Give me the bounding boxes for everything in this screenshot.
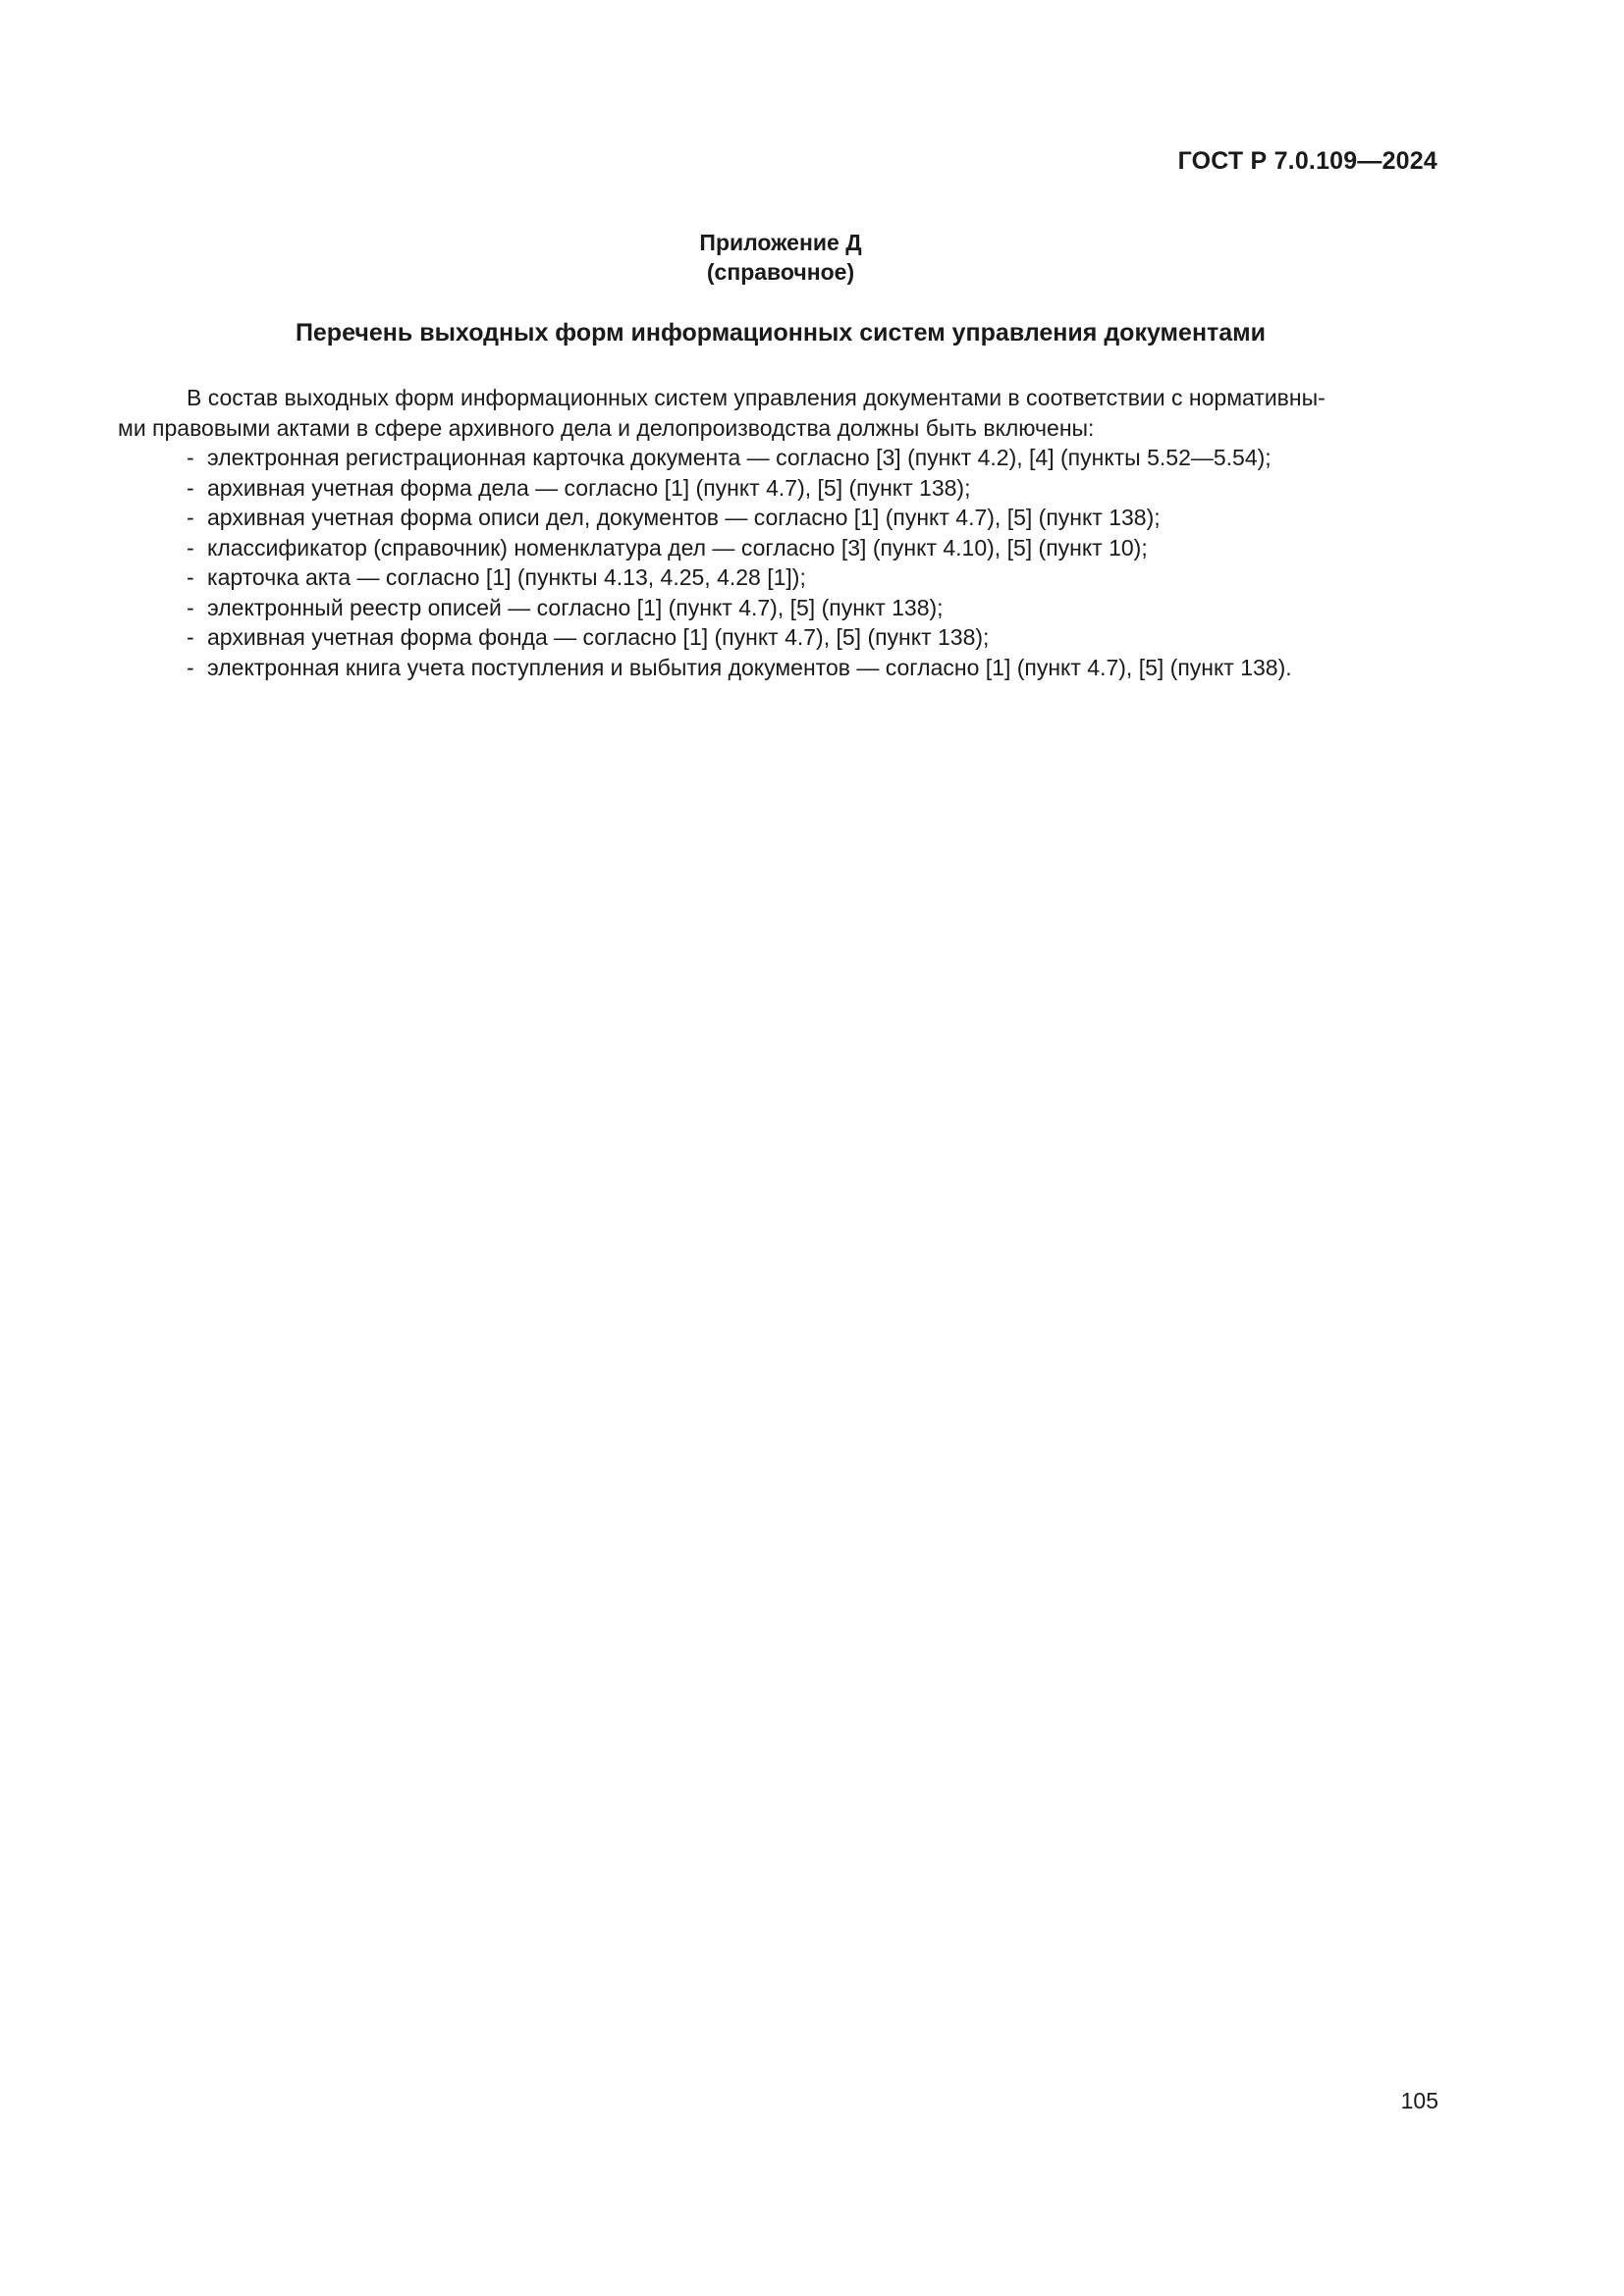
page-number: 105 bbox=[1400, 2088, 1438, 2113]
list-item bbox=[187, 622, 1453, 653]
appendix-type: (справочное) bbox=[706, 259, 855, 285]
list-item-text: архивная учетная форма описи дел, документов — согласно [1] (пункт 4.7), [5] (пункт 138); bbox=[207, 505, 1161, 530]
list-marker: - bbox=[187, 624, 194, 650]
list-item-text: классификатор (справочник) номенклатура дел — согласно [3] (пункт 4.10), [5] (пункт 10); bbox=[207, 534, 1148, 561]
list-marker: - bbox=[187, 445, 194, 470]
output-forms-list bbox=[118, 443, 1453, 682]
section-title: Перечень выходных форм информационных систем управления документами bbox=[295, 319, 1267, 347]
list-item bbox=[187, 533, 1453, 563]
intro-paragraph-line-1: В состав выходных форм информационных систем управления документами в соответствии с нормативны- bbox=[187, 385, 1326, 410]
list-item-text: карточка акта — согласно [1] (пункты 4.13, 4.25, 4.28 [1]); bbox=[207, 564, 806, 590]
list-item bbox=[187, 473, 1453, 504]
list-marker: - bbox=[187, 564, 194, 590]
document-code: ГОСТ Р 7.0.109—2024 bbox=[1177, 147, 1437, 175]
appendix-label: Приложение Д bbox=[699, 230, 862, 255]
list-item-text: электронная регистрационная карточка документа — согласно [3] (пункт 4.2), [4] (пункты 5.52—5.54); bbox=[207, 445, 1272, 470]
list-item bbox=[187, 562, 1453, 593]
list-item bbox=[187, 653, 1453, 683]
list-item bbox=[187, 503, 1453, 533]
list-marker: - bbox=[187, 474, 194, 501]
appendix-heading bbox=[0, 228, 1561, 287]
list-item-text: архивная учетная форма дела — согласно [1] (пункт 4.7), [5] (пункт 138); bbox=[207, 474, 971, 501]
list-item bbox=[187, 593, 1453, 623]
list-item-text: электронный реестр описей — согласно [1] (пункт 4.7), [5] (пункт 138); bbox=[207, 594, 944, 620]
intro-paragraph-line-2: ми правовыми актами в сфере архивного дела и делопроизводства должны быть включены: bbox=[118, 414, 1095, 441]
list-marker: - bbox=[187, 594, 194, 620]
list-marker: - bbox=[187, 534, 194, 561]
list-marker: - bbox=[187, 654, 194, 680]
list-item-text: архивная учетная форма фонда — согласно [1] (пункт 4.7), [5] (пункт 138); bbox=[207, 624, 990, 650]
body-text bbox=[118, 383, 1453, 682]
list-item-text: электронная книга учета поступления и выбытия документов — согласно [1] (пункт 4.7), [5] (пункт 138). bbox=[207, 654, 1292, 680]
list-item bbox=[187, 443, 1453, 473]
list-marker: - bbox=[187, 505, 194, 530]
